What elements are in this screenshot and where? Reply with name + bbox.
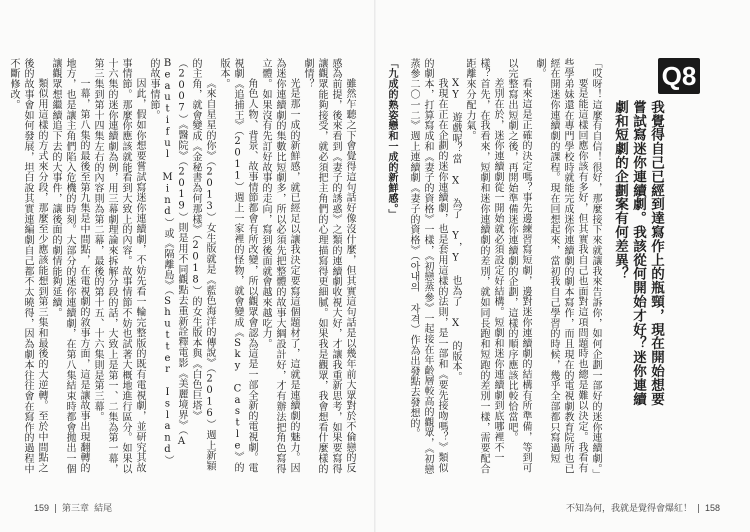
body-paragraph: 因此，假如你想要嘗試寫迷你連續劇，不妨先看一輪完整版的既有電視劇，並研究其故事情節。那麼你應該就能看到大致上的內容。故事情節不妨也試著大概地進行區分。如果以十六集的迷你連續劇為例，用三幕劇理論來拆解分段的話，大致上是第一、二集為第一幕，第三集到第十四集左右的內容則為第二幕，最後的第十五、十六集則是第三幕。 xyxy=(92,58,145,474)
callout-quote: 「九成的熟姿戀和一成的新鮮感。」 xyxy=(386,58,397,220)
body-paragraph: 要是能這樣回應你該有多好，但其實我自己也面對這項問題時也總是難以決定。我看有些學弟妹還在專門學校時就能完成迷你連續劇的劇本寫作，而且現在的電視劇教育院所也已經在開迷你連續劇的課程。現在回想起來，當初我自己學習的時候，幾乎全部都只寫過短劇。 xyxy=(534,58,587,474)
question-title: 我覺得自己已經到達寫作上的瓶頸，現在開始想要嘗試寫迷你連續劇。我該從何開始才好？迷你連續劇和短劇的企劃案有何差異？ xyxy=(612,100,664,406)
book-gutter xyxy=(374,0,376,532)
right-page-footer xyxy=(566,501,720,514)
body-paragraph: 差別在於，迷你連續劇從一開始就必須設定好結構。短劇和迷你連續劇到底哪裡不一樣？首先，在我看來，短劇和迷你連續劇的差別，就如同長跑和短跑的差別一樣，需要配合距離來分配力氣。 xyxy=(464,58,503,474)
chapter-label: 第三章 xyxy=(62,503,90,513)
left-page-number: 159 xyxy=(34,503,50,513)
section-label: 結尾 xyxy=(94,503,113,513)
body-paragraph: 看來這是正確的決定嗎？事先邊練習寫短劇，邊對迷你連續劇的結構有所準備，等到可以完整寫出短劇之後，再開始準備迷你連續劇的企劃，這樣的順序應該比較恰當吧。 xyxy=(506,58,531,474)
left-page-footer xyxy=(34,501,112,514)
right-page-body xyxy=(386,58,602,480)
body-paragraph: 角色人物、背景、故事情節都會有所改變，所以觀眾會認為這是一部全新的電視劇。電視劇《追捕王》（2011）週上一家裡的怪物，就會變成《Sky Castle》的版本。 xyxy=(218,58,257,474)
left-page-body xyxy=(8,58,356,476)
book-title: 不知為何，我就是覺得會爆紅！ xyxy=(565,503,692,513)
body-paragraph: 雖然乍聽之下會覺得這句話好像沒什麼，但其實這句話是以幾年前大眾對於不倫戀的反感為前提，後來看到《妻子的誘惑》之類的連續劇收視大好，才讓我重新思考，如果要寫得讓觀眾能夠接受，就必須把主角們的心理描寫得更細膩。如果我是觀眾，我會想看什麼樣的劇情？ xyxy=(302,58,355,474)
body-paragraph: 《來自星星的你》（2013）女生版就是《藍色海洋的傳說》（2016）週上新穎的主角，就會變成《金秘書為何那樣》（2018）的女生版本與《白色巨塔》（2007）《醫院》（2019）則是用不同觀點去重新詮釋電影《美麗境界》（A Beautiful Mind）或《隔離島》（Shutter Island）的故事情節。 xyxy=(148,58,215,472)
body-paragraph: 一幕，第八集的最後至第九集是中間點，在電視劇的敘事方面，這是讓故事出現翻轉的地方，也是讓主角們陷入危機的時刻。大部分的迷你連續劇，在第八集結束時都會拋出一個讓觀眾想繼續追下去的大事件，讓後面的劇情能夠延續。 xyxy=(50,58,89,474)
example-paragraph: 我現在正在企劃的迷你連續劇，也是套用這樣的法則，是一部和《要先接吻嗎？》類似的劇本，打算寫成和《妻子的資格》一樣，《初戀蒸參》一起接在年齡層較高的觀眾，《初戀蒸參二〇一二》週上連續劇《妻子的資格》（아내의 자격）作為出發點去發想的。 xyxy=(408,58,447,475)
question-number-badge: Q8 xyxy=(658,58,700,94)
body-paragraph: 光是那一成的新鮮感，就已經足以讓我決定要寫這個題材了，這就是連續劇的魅力。因為迷你連續劇的集數比短劇多，所以必須先把整體的故事大綱設計好，才有辦法把角色寫得立體。如果沒有先訂好故事的走向，寫到後面就會越來越吃力。 xyxy=(260,58,299,474)
body-paragraph: 類似用這樣的方式來分段，那麼至少應該能想到第三集和最後的大逆轉。至於中間點之後的故事會如何發展，坦白說其實連編劇自己都不太曉得，因為劇本往往會在寫作的過程中不斷修改。 xyxy=(8,58,47,474)
body-paragraph: XY 遊戲呢？當 X 為了 Y，Y 也為了 X 的版本。 xyxy=(450,78,461,383)
right-page-number: 158 xyxy=(704,503,720,513)
opening-dialogue: 「哎呀！這麼有自信！很好，那麼接下來就讓我來告訴你，如何企劃一部好的迷你連續劇。」 xyxy=(590,58,601,480)
